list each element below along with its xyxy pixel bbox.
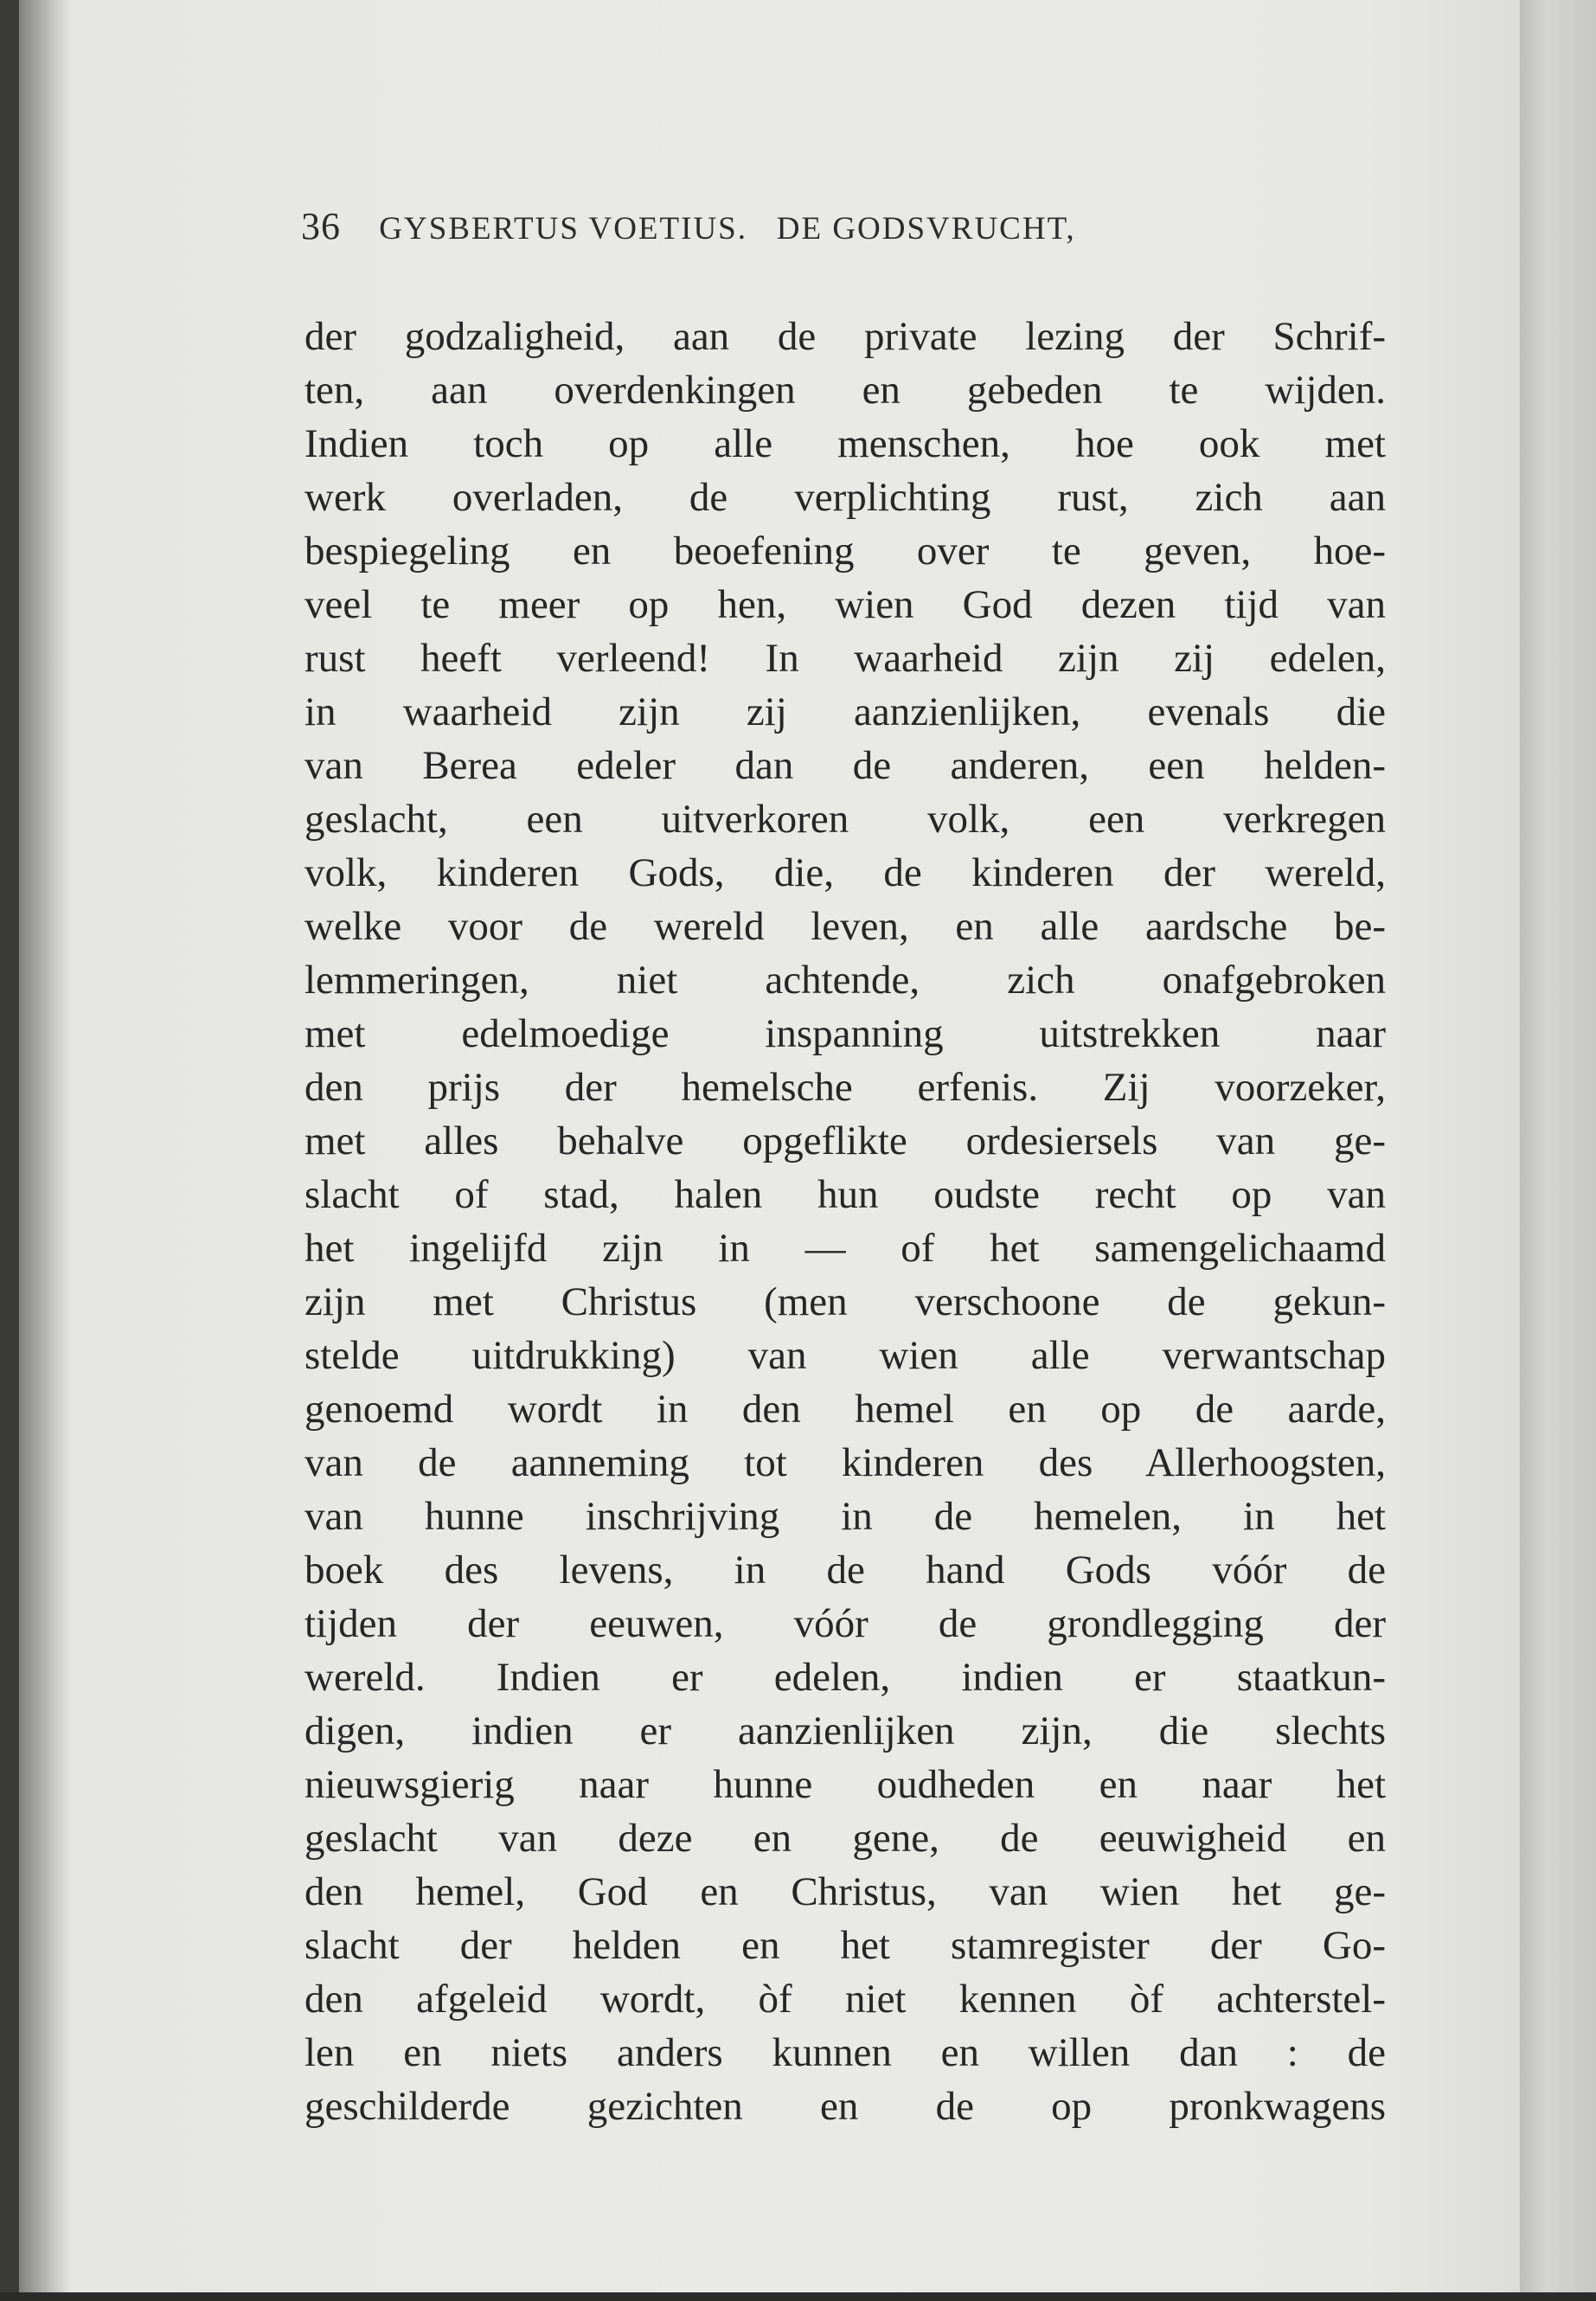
text-line: zijn met Christus (men verschoone de gekun- [304, 1279, 1386, 1324]
text-line: der godzaligheid, aan de private lezing der Schrif- [304, 314, 1386, 359]
text-line: tijden der eeuwen, vóór de grondlegging der [304, 1601, 1386, 1646]
text-line: lemmeringen, niet achtende, zich onafgebroken [304, 958, 1386, 1003]
text-line: boek des levens, in de hand Gods vóór de [304, 1548, 1386, 1593]
text-line: geslacht, een uitverkoren volk, een verkregen [304, 797, 1386, 842]
text-line: met edelmoedige inspanning uitstrekken naar [304, 1011, 1386, 1056]
running-title: GYSBERTUS VOETIUS. DE GODSVRUCHT, [379, 211, 1076, 247]
text-line: van hunne inschrijving in de hemelen, in het [304, 1494, 1386, 1539]
text-line: geslacht van deze en gene, de eeuwigheid en [304, 1816, 1386, 1861]
running-header [301, 204, 1391, 256]
text-line: bespiegeling en beoefening over te geven, hoe- [304, 529, 1386, 574]
text-line: Indien toch op alle menschen, hoe ook met [304, 421, 1386, 466]
text-line: slacht of stad, halen hun oudste recht op van [304, 1172, 1386, 1217]
text-line: nieuwsgierig naar hunne oudheden en naar het [304, 1762, 1386, 1807]
text-line: veel te meer op hen, wien God dezen tijd van [304, 582, 1386, 627]
text-line: den hemel, God en Christus, van wien het ge- [304, 1869, 1386, 1914]
page-number: 36 [301, 205, 341, 247]
text-line: digen, indien er aanzienlijken zijn, die slechts [304, 1708, 1386, 1753]
scan-bottom-border [0, 2292, 1596, 2301]
body-text [304, 310, 1386, 2133]
text-line: het ingelijfd zijn in — of het samengelichaamd [304, 1226, 1386, 1271]
text-line: den afgeleid wordt, òf niet kennen òf achterstel- [304, 1977, 1386, 2022]
binding-gutter-shadow [19, 0, 71, 2292]
text-line: werk overladen, de verplichting rust, zich aan [304, 475, 1386, 520]
text-line: rust heeft verleend! In waarheid zijn zij edelen, [304, 636, 1386, 681]
text-line: in waarheid zijn zij aanzienlijken, evenals die [304, 689, 1386, 734]
text-line: slacht der helden en het stamregister der Go- [304, 1923, 1386, 1968]
text-line: met alles behalve opgeflikte ordesiersels van ge- [304, 1118, 1386, 1163]
text-line: van de aanneming tot kinderen des Allerhoogsten, [304, 1440, 1386, 1485]
text-line: geschilderde gezichten en de op pronkwagens [304, 2084, 1386, 2129]
text-line: volk, kinderen Gods, die, de kinderen der wereld, [304, 850, 1386, 895]
text-line: ten, aan overdenkingen en gebeden te wijden. [304, 368, 1386, 413]
text-line: genoemd wordt in den hemel en op de aarde, [304, 1387, 1386, 1432]
text-line: den prijs der hemelsche erfenis. Zij voorzeker, [304, 1065, 1386, 1110]
text-line: len en niets anders kunnen en willen dan : de [304, 2030, 1386, 2075]
text-line: stelde uitdrukking) van wien alle verwantschap [304, 1333, 1386, 1378]
text-line: welke voor de wereld leven, en alle aardsche be- [304, 904, 1386, 949]
next-page-edge [1520, 0, 1596, 2301]
text-line: van Berea edeler dan de anderen, een helden- [304, 743, 1386, 788]
text-line: wereld. Indien er edelen, indien er staatkun- [304, 1655, 1386, 1700]
